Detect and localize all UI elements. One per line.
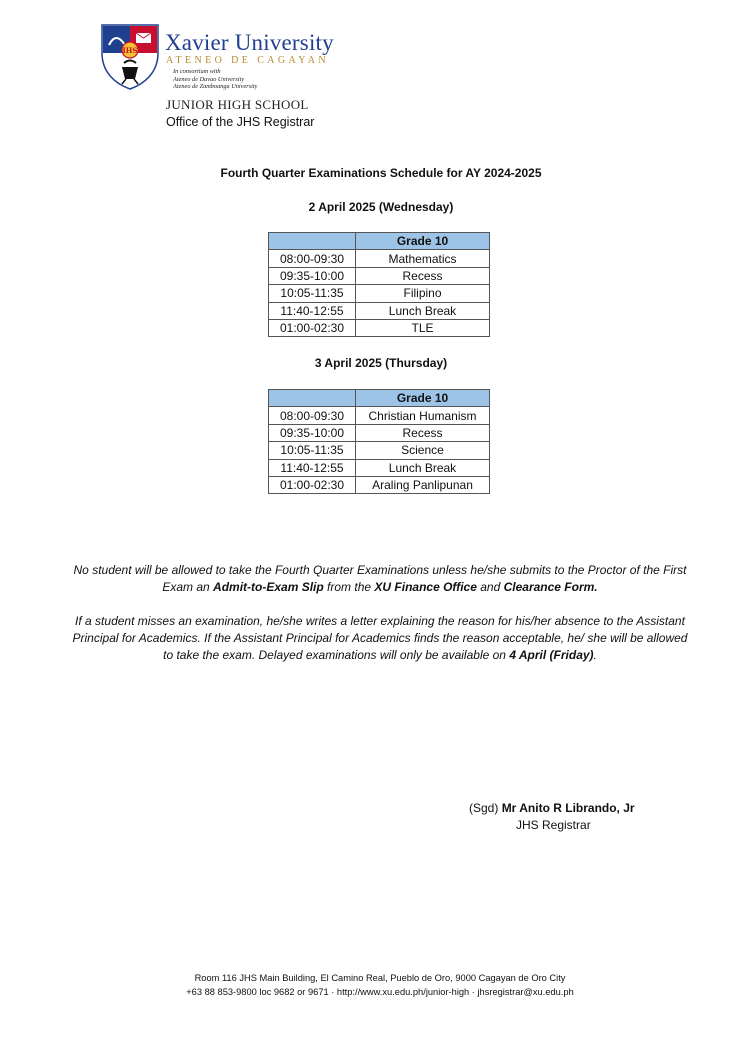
signatory-title: JHS Registrar	[516, 818, 591, 832]
university-name: Xavier University	[165, 30, 334, 55]
note-emphasis: 4 April (Friday)	[509, 648, 594, 662]
subject-cell: Science	[356, 442, 490, 459]
note-emphasis: Admit-to-Exam Slip	[213, 580, 324, 594]
time-cell: 10:05-11:35	[269, 442, 356, 459]
table-row	[269, 459, 490, 476]
note-text: No student will be allowed to take the Fourth Quarter Examinations unless he/she submits to the Proctor of the First Exam an	[73, 563, 687, 594]
subject-cell: Filipino	[356, 285, 490, 302]
day-heading-1: 2 April 2025 (Wednesday)	[308, 200, 454, 214]
subject-cell: Lunch Break	[356, 302, 490, 319]
consortium-line: In consortium with	[173, 68, 221, 75]
note-emphasis: XU Finance Office	[374, 580, 477, 594]
table-row	[269, 267, 490, 284]
note-text: from the	[323, 580, 375, 594]
time-cell: 09:35-10:00	[269, 267, 356, 284]
university-seal-icon	[100, 23, 160, 91]
note-emphasis: Clearance Form.	[503, 580, 598, 594]
office-name: Office of the JHS Registrar	[166, 115, 315, 129]
consortium-line: Ateneo de Davao University	[173, 75, 245, 83]
time-cell: 01:00-02:30	[269, 319, 356, 336]
schedule-table-day-2	[268, 389, 490, 494]
table-row	[269, 250, 490, 267]
note-text: .	[593, 648, 597, 662]
missed-exam-note	[70, 613, 690, 664]
signature-line	[469, 801, 635, 815]
svg-text:IHS: IHS	[122, 46, 138, 55]
subject-cell: TLE	[356, 319, 490, 336]
document-title: Fourth Quarter Examinations Schedule for AY 2024-2025	[220, 166, 542, 180]
time-cell: 01:00-02:30	[269, 476, 356, 493]
time-cell: 08:00-09:30	[269, 407, 356, 424]
table-header-row	[269, 390, 490, 407]
subject-cell: Christian Humanism	[356, 407, 490, 424]
subject-cell: Mathematics	[356, 250, 490, 267]
time-cell: 11:40-12:55	[269, 302, 356, 319]
time-cell: 08:00-09:30	[269, 250, 356, 267]
header-time-cell	[269, 390, 356, 407]
table-row	[269, 476, 490, 493]
university-subtitle: ATENEO DE CAGAYAN	[166, 55, 329, 66]
consortium-line: Ateneo de Zamboanga University	[173, 83, 258, 91]
table-row	[269, 442, 490, 459]
subject-cell: Lunch Break	[356, 459, 490, 476]
subject-cell: Recess	[356, 267, 490, 284]
footer-contact: +63 88 853-9800 loc 9682 or 9671 · http://www.xu.edu.ph/junior-high · jhsregistrar@xu.edu.ph	[186, 987, 574, 997]
schedule-table-day-1	[268, 232, 490, 337]
header-grade-cell: Grade 10	[356, 233, 490, 250]
school-name: JUNIOR HIGH SCHOOL	[166, 97, 309, 112]
table-row	[269, 407, 490, 424]
note-text: and	[476, 580, 504, 594]
table-row	[269, 424, 490, 441]
signature-prefix: (Sgd)	[469, 801, 502, 815]
header-grade-cell: Grade 10	[356, 390, 490, 407]
header-time-cell	[269, 233, 356, 250]
consortium-note	[173, 68, 257, 91]
subject-cell: Araling Panlipunan	[356, 476, 490, 493]
admission-note	[70, 562, 690, 596]
table-header-row	[269, 233, 490, 250]
subject-cell: Recess	[356, 424, 490, 441]
footer-address: Room 116 JHS Main Building, El Camino Real, Pueblo de Oro, 9000 Cagayan de Oro City	[194, 973, 566, 983]
time-cell: 11:40-12:55	[269, 459, 356, 476]
table-row	[269, 302, 490, 319]
note-text: If a student misses an examination, he/she writes a letter explaining the reason for his/her absence to the Assistant Principal for Academics. If the Assistant Principal for Academics finds the reason acceptable, he/ she will be allowed to take the exam. Delayed examinations will only be available on	[72, 614, 688, 662]
table-row	[269, 319, 490, 336]
signatory-name: Mr Anito R Librando, Jr	[501, 801, 635, 815]
time-cell: 10:05-11:35	[269, 285, 356, 302]
time-cell: 09:35-10:00	[269, 424, 356, 441]
table-row	[269, 285, 490, 302]
day-heading-2: 3 April 2025 (Thursday)	[314, 356, 448, 370]
